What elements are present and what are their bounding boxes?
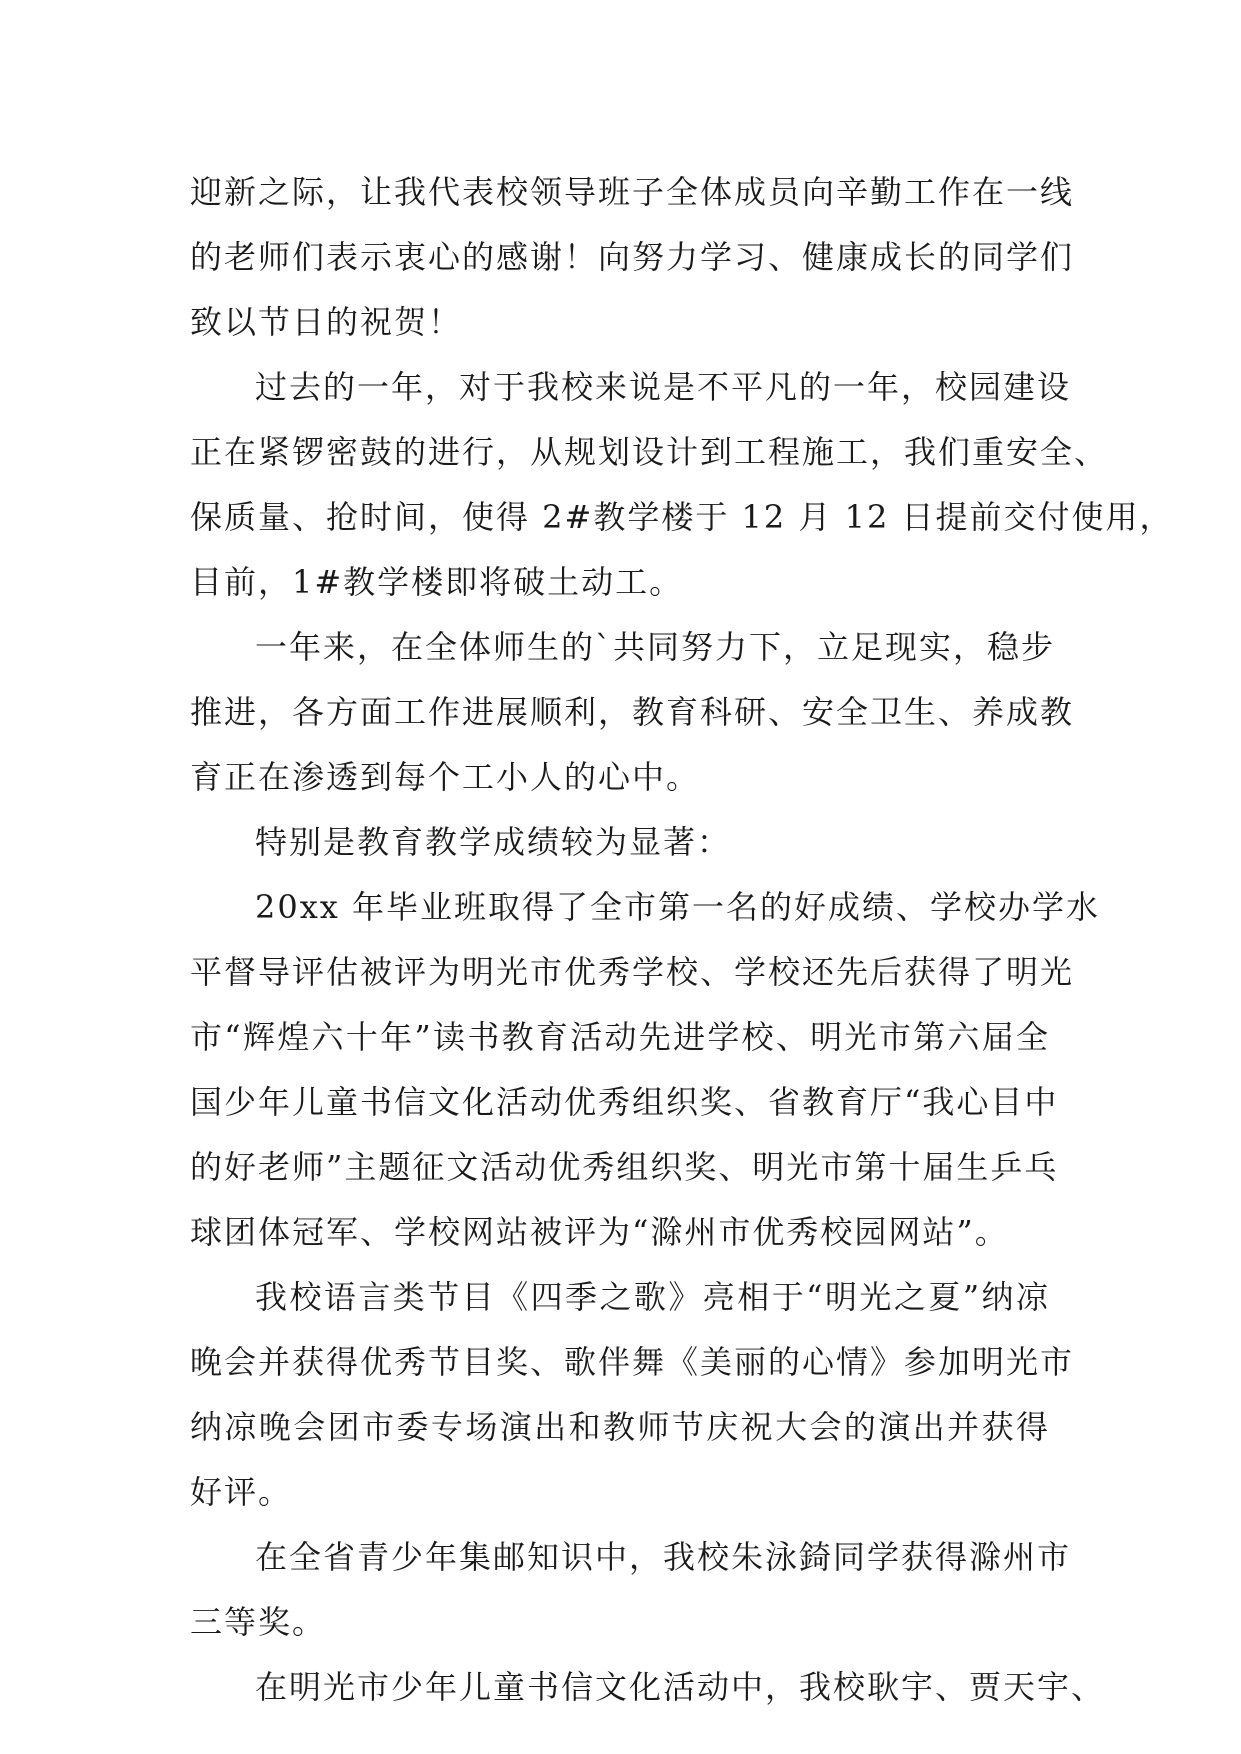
text-line: 正在紧锣密鼓的进行，从规划设计到工程施工，我们重安全、 (190, 433, 1109, 471)
text-line: 平督导评估被评为明光市优秀学校、学校还先后获得了明光 (190, 953, 1075, 991)
text-line: 的老师们表示衷心的感谢！向努力学习、健康成长的同学们 (190, 238, 1075, 276)
text-line: 推进，各方面工作进展顺利，教育科研、安全卫生、养成教 (190, 693, 1075, 731)
text-line: 球团体冠军、学校网站被评为“滁州市优秀校园网站”。 (190, 1213, 1009, 1251)
paragraph-first-line: 在明光市少年儿童书信文化活动中，我校耿宇、贾天宇、 (255, 1668, 1106, 1706)
document-body (190, 160, 1174, 1720)
paragraph-first-line: 过去的一年，对于我校来说是不平凡的一年，校园建设 (255, 368, 1072, 406)
text-line: 致以节日的祝贺！ (190, 303, 463, 341)
text-line: 三等奖。 (190, 1603, 327, 1641)
paragraph-first-line: 20xx 年毕业班取得了全市第一名的好成绩、学校办学水 (255, 888, 1100, 926)
text-line: 国少年儿童书信文化活动优秀组织奖、省教育厅“我心目中 (190, 1083, 1059, 1121)
text-line: 育正在渗透到每个工小人的心中。 (190, 758, 701, 796)
text-line: 纳凉晚会团市委专场演出和教师节庆祝大会的演出并获得 (190, 1408, 1050, 1446)
text-line: 晚会并获得优秀节目奖、歌伴舞《美丽的心情》参加明光市 (190, 1343, 1075, 1381)
paragraph-first-line: 我校语言类节目《四季之歌》亮相于“明光之夏”纳凉 (255, 1278, 1050, 1316)
text-line: 保质量、抢时间，使得 2#教学楼于 12 月 12 日提前交付使用， (190, 498, 1174, 536)
paragraph-first-line: 一年来，在全体师生的`共同努力下，立足现实，稳步 (255, 628, 1056, 666)
text-line: 迎新之际，让我代表校领导班子全体成员向辛勤工作在一线 (190, 173, 1075, 211)
paragraph-first-line: 在全省青少年集邮知识中，我校朱泳錡同学获得滁州市 (255, 1538, 1072, 1576)
text-line: 好评。 (190, 1473, 293, 1511)
paragraph-first-line: 特别是教育教学成绩较为显著： (255, 823, 732, 861)
text-line: 目前，1#教学楼即将破土动工。 (190, 563, 684, 601)
text-line: 市“辉煌六十年”读书教育活动先进学校、明光市第六届全 (190, 1018, 1050, 1056)
text-line: 的好老师”主题征文活动优秀组织奖、明光市第十届生乒乓 (190, 1148, 1059, 1186)
